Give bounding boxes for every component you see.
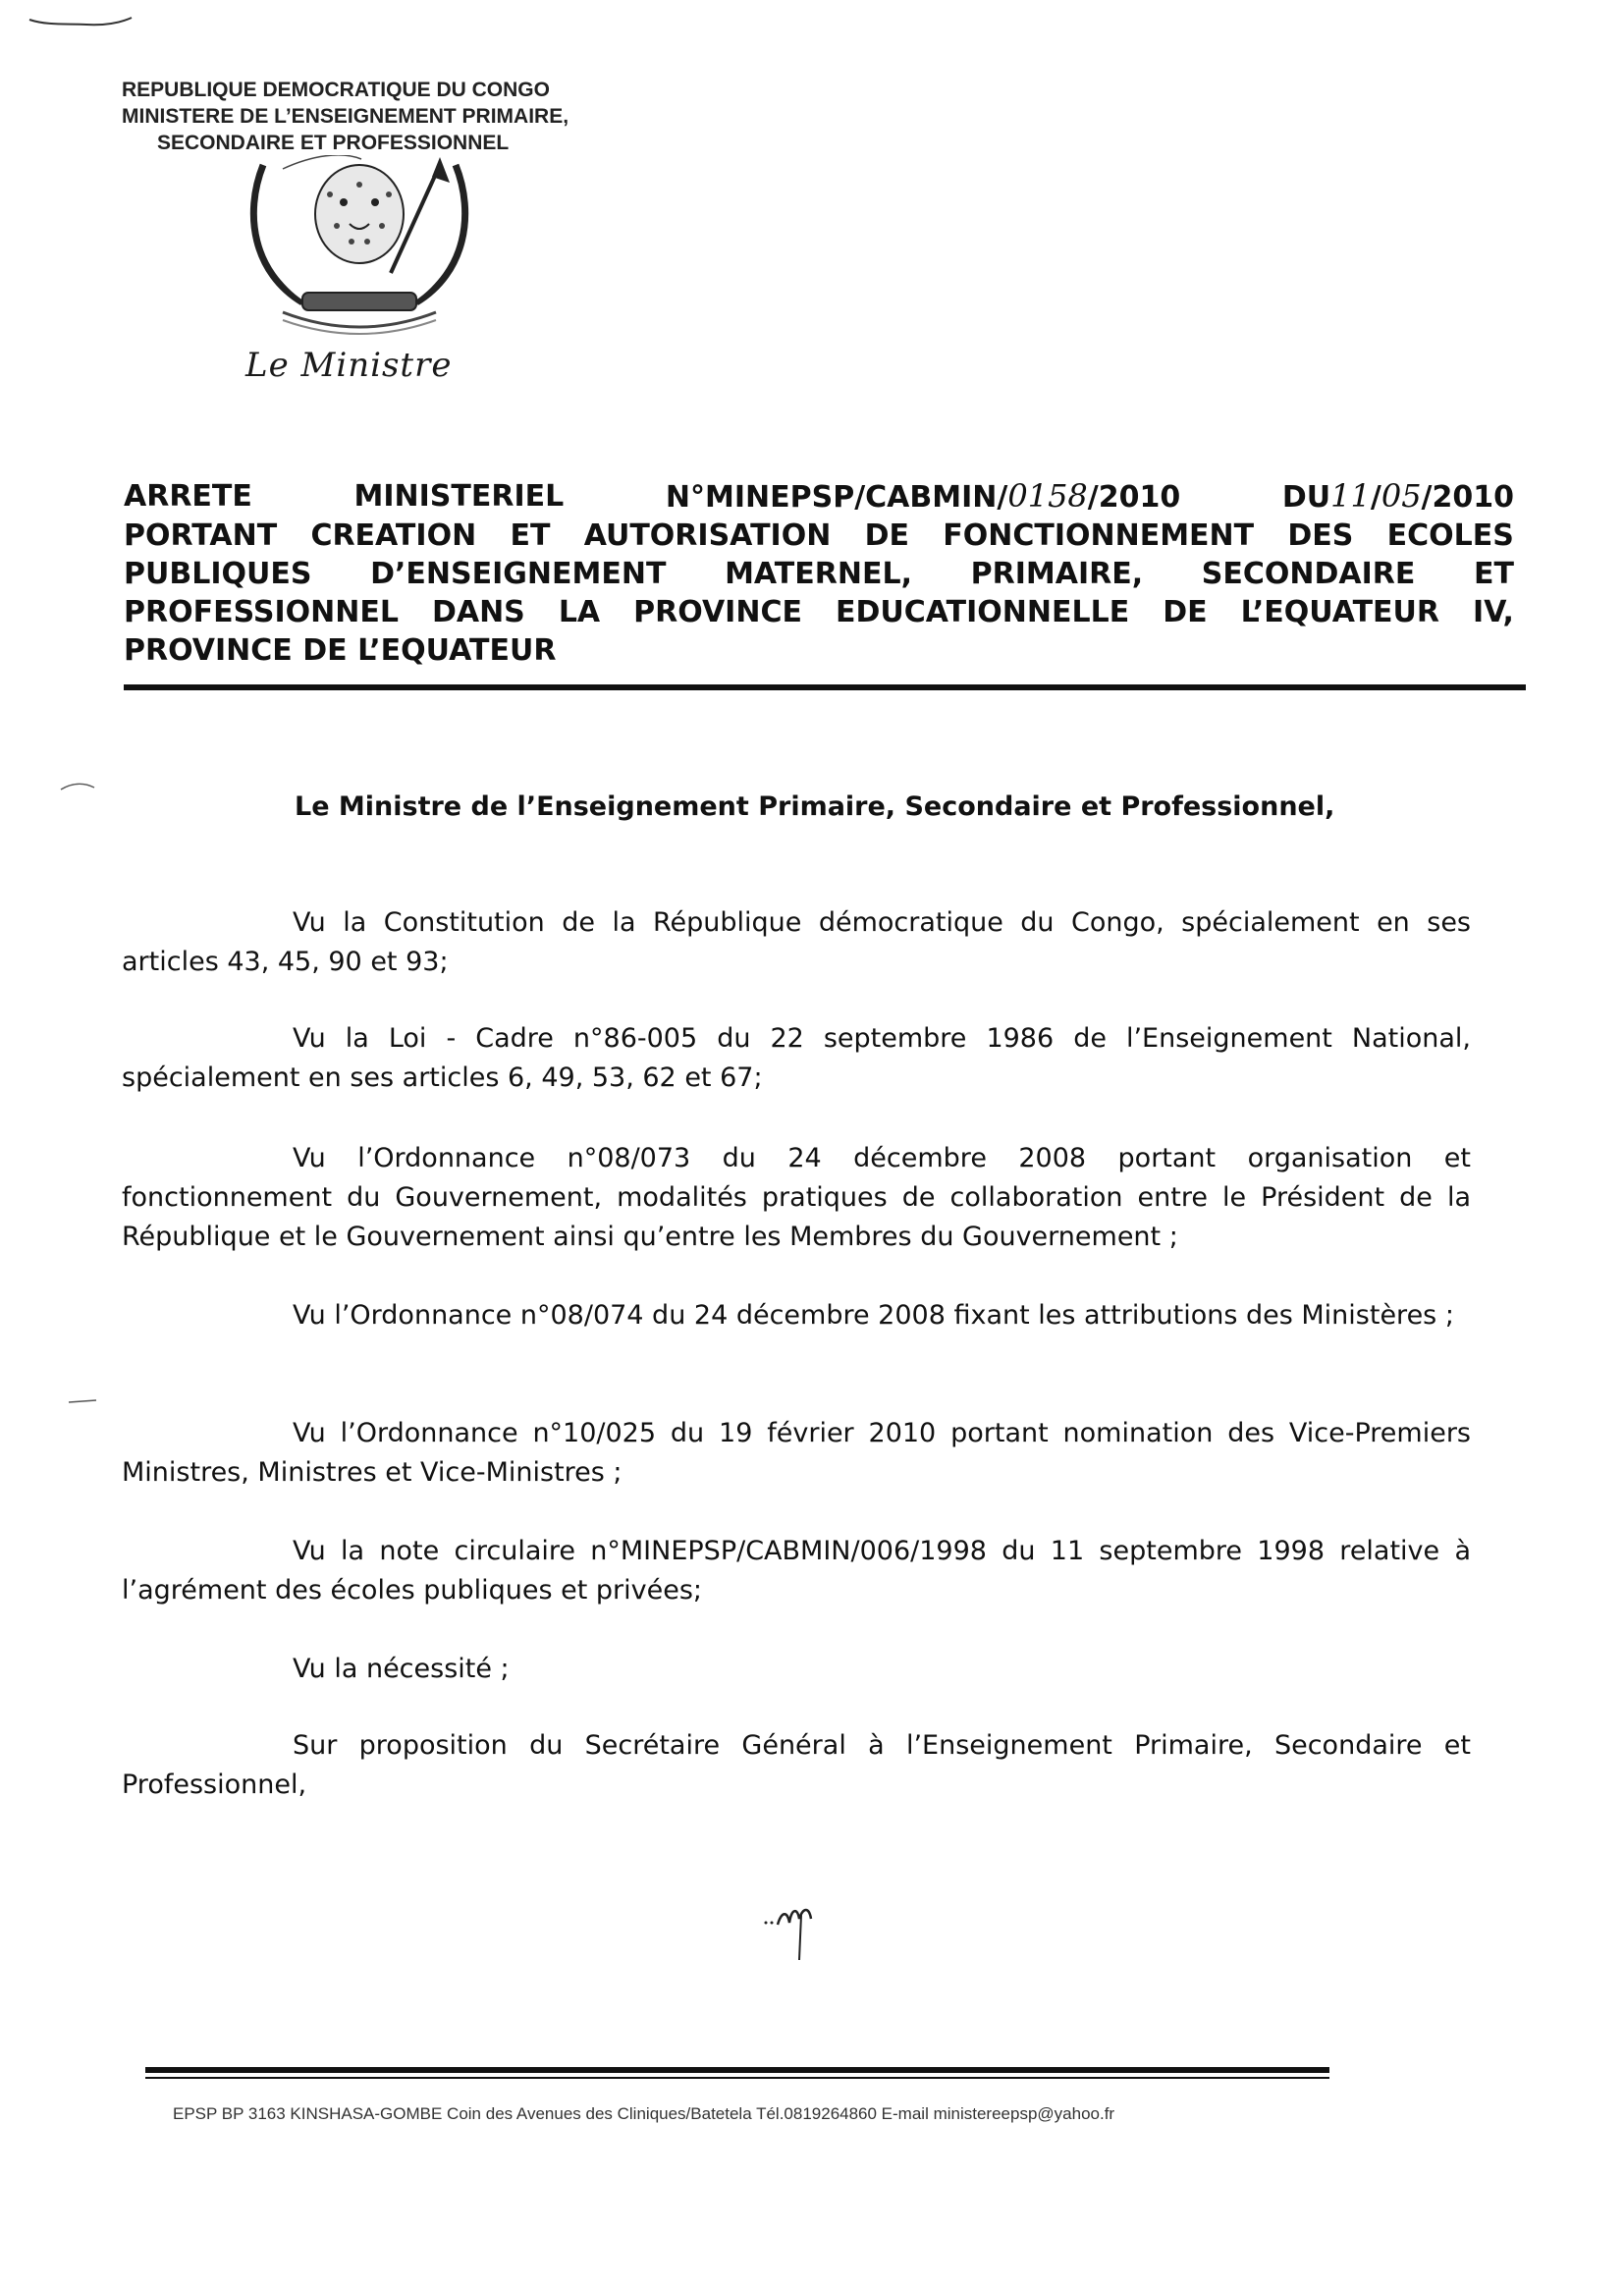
title-row-5: PROVINCE DE L’EQUATEUR [124, 633, 557, 668]
consideration-paragraph [122, 1650, 1471, 1689]
title-row-4 [124, 593, 1514, 631]
title-word: CREATION [310, 518, 477, 553]
title-row-2 [124, 517, 1514, 555]
title-word: D’ENSEIGNEMENT [370, 557, 667, 591]
decree-title [124, 477, 1514, 670]
title-row-1 [124, 477, 1514, 517]
consideration-paragraph [122, 1139, 1471, 1257]
title-word: FONCTIONNEMENT [943, 518, 1255, 553]
title-word: LA [558, 595, 601, 629]
consideration-text: Vu l’Ordonnance n°08/074 du 24 décembre 2008 fixant les attributions des Ministères ; [293, 1300, 1454, 1331]
title-word: DE [1163, 595, 1208, 629]
title-word: L’EQUATEUR [1240, 595, 1440, 629]
title-word: IV, [1473, 595, 1514, 629]
title-word: PUBLIQUES [124, 557, 312, 591]
title-row-3 [124, 555, 1514, 593]
consideration-text: Vu la Constitution de la République démocratique du Congo, spécialement en ses articles 43, 45, 90 et 93; [122, 907, 1471, 977]
consideration-text: Vu l’Ordonnance n°10/025 du 19 février 2010 portant nomination des Vice-Premiers Ministres, Ministres et Vice-Ministres ; [122, 1418, 1471, 1488]
consideration-text: Vu la nécessité ; [293, 1654, 510, 1684]
title-word: DES [1287, 518, 1354, 553]
footer-divider-thin [145, 2077, 1329, 2079]
letterhead-ministry: MINISTERE DE L’ENSEIGNEMENT PRIMAIRE, [122, 105, 569, 128]
scan-mark-icon [67, 1396, 98, 1406]
coat-of-arms-leopard-icon [244, 155, 475, 336]
title-word: PORTANT [124, 518, 278, 553]
consideration-text: Vu la Loi - Cadre n°86-005 du 22 septembre 1986 de l’Enseignement National, spécialement en ses articles 6, 49, 53, 62 et 67; [122, 1023, 1471, 1093]
handwritten-number: 0158 [1007, 477, 1088, 515]
scan-mark-icon [27, 14, 135, 29]
title-word: SECONDAIRE [1201, 557, 1416, 591]
decree-date [1282, 477, 1514, 517]
title-word: MATERNEL, [725, 557, 912, 591]
title-word: AUTORISATION [583, 518, 832, 553]
consideration-paragraph [122, 903, 1471, 982]
consideration-paragraph [122, 1726, 1471, 1805]
consideration-text: Vu la note circulaire n°MINEPSP/CABMIN/006/1998 du 11 septembre 1998 relative à l’agrément des écoles publiques et privées; [122, 1536, 1471, 1606]
letterhead-ministry-cont: SECONDAIRE ET PROFESSIONNEL [157, 132, 510, 154]
consideration-paragraph [122, 1532, 1471, 1610]
consideration-text: Vu l’Ordonnance n°08/073 du 24 décembre 2008 portant organisation et fonctionnement du Gouvernement, modalités pratiques de collaboration entre le Président de la République et le Gouvernement ainsi qu’entre les Membres du Gouvernement ; [122, 1143, 1471, 1252]
minister-intro: Le Ministre de l’Enseignement Primaire, Secondaire et Professionnel, [295, 791, 1335, 822]
handwritten-day: 11 [1330, 477, 1371, 515]
date-prefix: DU [1281, 480, 1331, 515]
title-word: ET [510, 518, 551, 553]
reference-year: /2010 [1087, 480, 1181, 515]
title-word: DANS [431, 595, 525, 629]
title-word: PROFESSIONNEL [124, 595, 399, 629]
title-word: DE [864, 518, 909, 553]
signature-title: Le Ministre [245, 346, 453, 385]
title-divider [124, 684, 1526, 690]
letterhead [122, 77, 568, 156]
consideration-paragraph [122, 1019, 1471, 1098]
title-word: PROVINCE [633, 595, 802, 629]
title-word: ET [1474, 557, 1514, 591]
consideration-text: Sur proposition du Secrétaire Général à l’Enseignement Primaire, Secondaire et Professionnel, [122, 1730, 1471, 1800]
reference-prefix: N°MINEPSP/CABMIN/ [665, 480, 1008, 515]
scan-mark-icon [59, 778, 98, 793]
date-separator: / [1370, 480, 1381, 515]
letterhead-country: REPUBLIQUE DEMOCRATIQUE DU CONGO [122, 79, 550, 101]
handwritten-month: 05 [1380, 477, 1422, 515]
footer-contact: EPSP BP 3163 KINSHASA-GOMBE Coin des Avenues des Cliniques/Batetela Tél.0819264860 E-mail ministereepsp@yahoo.fr [173, 2104, 1115, 2123]
title-word: ECOLES [1386, 518, 1514, 553]
consideration-paragraph [122, 1414, 1471, 1493]
consideration-paragraph [122, 1296, 1471, 1335]
title-word: MINISTERIEL [353, 479, 565, 514]
date-year: /2010 [1421, 480, 1514, 515]
decree-reference [666, 477, 1180, 517]
title-word: ARRETE [124, 479, 252, 514]
footer-divider [145, 2067, 1329, 2073]
title-word: PRIMAIRE, [970, 557, 1144, 591]
handwritten-initials-icon [762, 1885, 840, 1964]
title-word: EDUCATIONNELLE [835, 595, 1130, 629]
